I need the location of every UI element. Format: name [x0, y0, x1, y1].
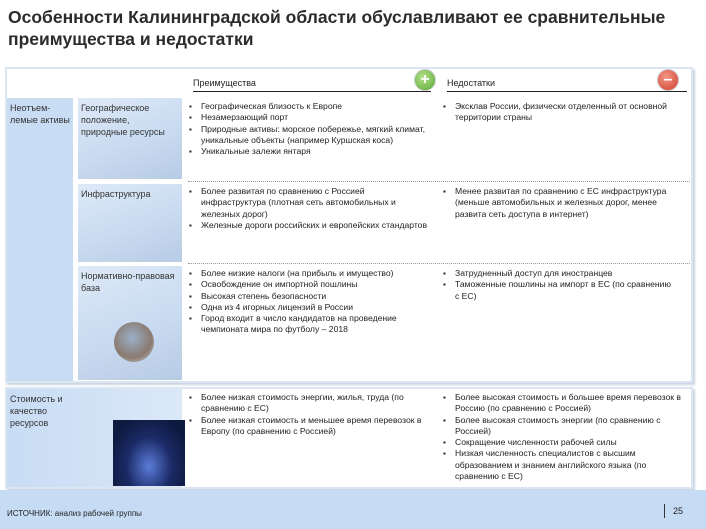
row-label-cell: [78, 266, 182, 380]
group-label: Стоимость и качество ресурсов: [10, 394, 63, 428]
list-item: ▪ Более низкая стоимость и меньшее время перевозок в Европу (по сравнению с Россией): [189, 415, 434, 438]
row-divider: [188, 181, 690, 182]
list-item: ▪ Уникальные залежи янтаря: [189, 146, 434, 157]
list-item: ▪ Затрудненный доступ для иностранцев: [443, 268, 673, 279]
disadvantages-list: [443, 101, 688, 124]
row-label-cell: [78, 184, 182, 262]
list-item: ▪ Более низкая стоимость энергии, жилья, труда (по сравнению с ЕС): [189, 392, 434, 415]
list-item: ▪ Освобождение он импортной пошлины: [189, 279, 434, 290]
advantages-list: [189, 268, 434, 336]
disadvantages-list: [443, 186, 688, 220]
minus-circle-icon: –: [657, 69, 679, 91]
list-item: ▪ Одна из 4 игорных лицензий в России: [189, 302, 434, 313]
list-item: ▪ Таможенные пошлины на импорт в ЕС (по сравнению с ЕС): [443, 279, 673, 302]
list-item: ▪ Сокращение численности рабочей силы: [443, 437, 690, 448]
disadvantages-header: Недостатки: [447, 78, 687, 92]
list-item: ▪ Высокая степень безопасности: [189, 291, 434, 302]
advantages-list: [189, 392, 434, 437]
list-item: ▪ Низкая численность специалистов с высшим образованием и знанием английского языка (по сравнению с ЕС): [443, 448, 690, 482]
disadvantages-list: [443, 392, 690, 482]
list-item: ▪ Город входит в число кандидатов на проведение чемпионата мира по футболу – 2018: [189, 313, 434, 336]
row-label: Инфраструктура: [81, 189, 151, 199]
gas-flame-image: [113, 420, 185, 486]
list-item: ▪ Природные активы: морское побережье, мягкий климат, уникальные объекты (например Куршская коса): [189, 124, 434, 147]
slide-title: Особенности Калининградской области обуславливают ее сравнительные преимущества и недостатки: [8, 7, 666, 49]
list-item: ▪ Более высокая стоимость и большее время перевозок в Россию (по сравнению с Россией): [443, 392, 690, 415]
list-item: ▪ Незамерзающий порт: [189, 112, 434, 123]
row-label-cell: [78, 98, 182, 179]
list-item: ▪ Географическая близость к Европе: [189, 101, 434, 112]
disadvantages-list: [443, 268, 673, 302]
group-label: Неотъем-лемые активы: [10, 103, 70, 125]
group-inherent-assets: [7, 98, 73, 381]
list-item: ▪ Железные дороги российских и европейских стандартов: [189, 220, 429, 231]
source-note: ИСТОЧНИК: анализ рабочей группы: [7, 509, 142, 518]
advantages-list: [189, 101, 434, 157]
advantages-header: Преимущества: [193, 78, 431, 92]
stamp-image: [114, 322, 154, 362]
page-number: 25: [664, 504, 683, 518]
list-item: ▪ Менее развитая по сравнению с ЕС инфраструктура (меньше автомобильных и железных дорог, менее развита сеть доступа в интернет): [443, 186, 688, 220]
row-label: Географическое положение, природные ресурсы: [81, 103, 165, 137]
row-label: Нормативно-правовая база: [81, 271, 175, 293]
list-item: ▪ Более высокая стоимость энергии (по сравнению с Россией): [443, 415, 690, 438]
list-item: ▪ Более развитая по сравнению с Россией инфраструктура (плотная сеть автомобильных и железных дорог): [189, 186, 429, 220]
row-divider: [188, 263, 690, 264]
plus-circle-icon: +: [414, 69, 436, 91]
advantages-list: [189, 186, 429, 231]
list-item: ▪ Эксклав России, физически отделенный от основной территории страны: [443, 101, 688, 124]
list-item: ▪ Более низкие налоги (на прибыль и имущество): [189, 268, 434, 279]
